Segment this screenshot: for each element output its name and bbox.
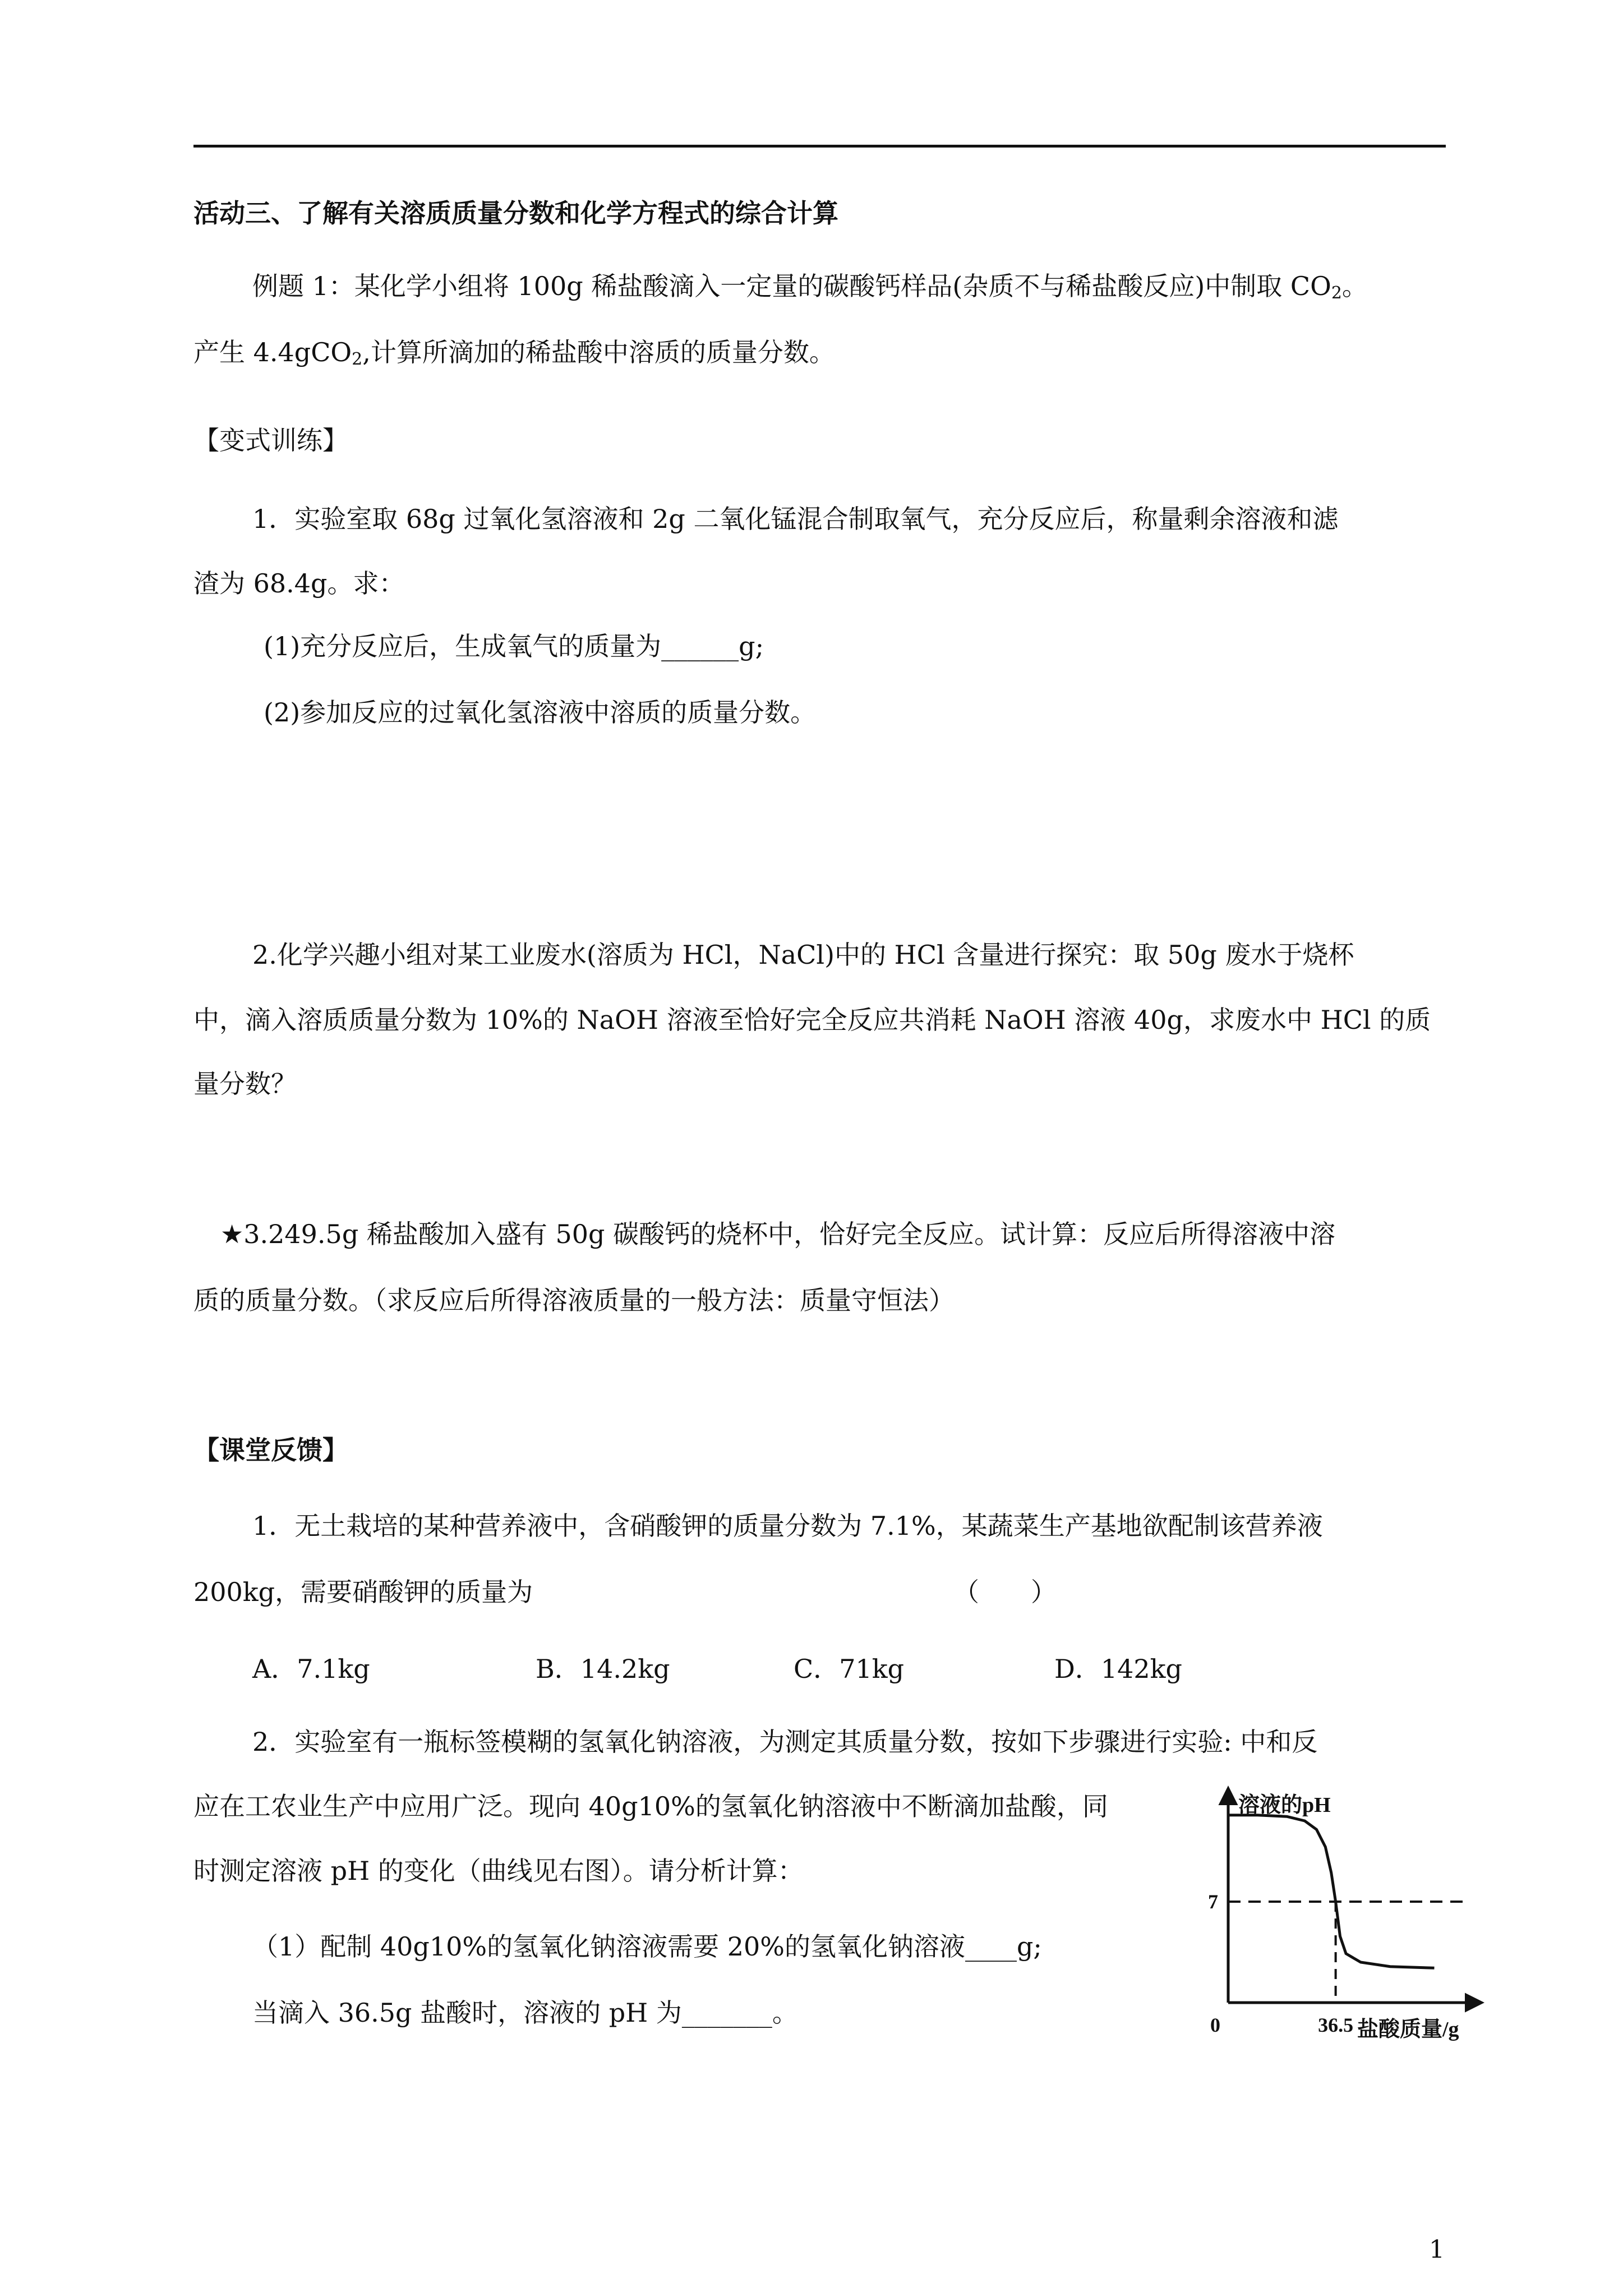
- variant-1-line-2: 渣为 68.4g。求：: [193, 568, 405, 599]
- variant-1-sub-1: (1)充分反应后，生成氧气的质量为______g;: [264, 631, 764, 661]
- example-line-1: 例题 1：某化学小组将 100g 稀盐酸滴入一定量的碳酸钙样品(杂质不与稀盐酸反应)中制取 $CO_2$。: [252, 271, 1368, 303]
- variant-2-line-3: 量分数？: [193, 1069, 297, 1099]
- option-c: C．71kg: [794, 1654, 905, 1684]
- feedback-q2-line-1: 2．实验室有一瓶标签模糊的氢氧化钠溶液，为测定其质量分数，按如下步骤进行实验: 中和反: [252, 1727, 1318, 1757]
- feedback-q2-sub-2: 当滴入 36.5g 盐酸时，溶液的 pH 为_______。: [252, 1998, 798, 2028]
- page-number: 1: [1429, 2235, 1445, 2264]
- header-rule: [193, 145, 1446, 148]
- variant-2-line-1: 2.化学兴趣小组对某工业废水(溶质为 HCl，NaCl)中的 HCl 含量进行探究：取 50g 废水于烧杯: [252, 940, 1354, 970]
- origin-label: 0: [1210, 2014, 1220, 2036]
- variant-2-line-2: 中，滴入溶质质量分数为 10%的 NaOH 溶液至恰好完全反应共消耗 NaOH 溶液 40g，求废水中 HCl 的质: [193, 1005, 1431, 1035]
- feedback-q1-line-2: 200kg，需要硝酸钾的质量为: [193, 1577, 533, 1607]
- section-title: 活动三、了解有关溶质质量分数和化学方程式的综合计算: [193, 198, 838, 228]
- feedback-q2-line-2: 应在工农业生产中应用广泛。现向 40g10%的氢氧化钠溶液中不断滴加盐酸，同: [193, 1791, 1108, 1821]
- variant-heading: 【变式训练】: [193, 425, 348, 455]
- feedback-q2-line-3: 时测定溶液 pH 的变化（曲线见右图）。请分析计算：: [193, 1856, 804, 1886]
- ph-curve: [1228, 1815, 1435, 1968]
- y-axis-label: 溶液的pH: [1238, 1793, 1331, 1817]
- variant-3-line-1: ★3.249.5g 稀盐酸加入盛有 50g 碳酸钙的烧杯中，恰好完全反应。试计算：反应后所得溶液中溶: [220, 1219, 1336, 1249]
- option-d: D．142kg: [1054, 1654, 1183, 1684]
- x-tick-label: 36.5: [1318, 2014, 1354, 2036]
- example-line-2: 产生 4.4gCO$_2$,计算所滴加的稀盐酸中溶质的质量分数。: [193, 337, 835, 369]
- variant-1-sub-2: (2)参加反应的过氧化氢溶液中溶质的质量分数。: [264, 697, 817, 728]
- y-tick-label: 7: [1208, 1890, 1218, 1913]
- feedback-q2-sub-1: （1）配制 40g10%的氢氧化钠溶液需要 20%的氢氧化钠溶液____g;: [252, 1931, 1042, 1962]
- feedback-heading: 【课堂反馈】: [193, 1435, 348, 1465]
- variant-1-line-1: 1．实验室取 68g 过氧化氢溶液和 2g 二氧化锰混合制取氧气，充分反应后，称量剩余溶液和滤: [252, 504, 1339, 534]
- option-a: A．7.1kg: [252, 1654, 370, 1684]
- x-axis-label: 盐酸质量/g: [1357, 2018, 1459, 2041]
- answer-bracket: （ ）: [953, 1577, 1057, 1607]
- feedback-q1-line-1: 1．无土栽培的某种营养液中，含硝酸钾的质量分数为 7.1%，某蔬菜生产基地欲配制该营养液: [252, 1511, 1323, 1541]
- option-b: B．14.2kg: [536, 1654, 670, 1684]
- ph-curve-chart: [1195, 1778, 1486, 2047]
- variant-3-line-2: 质的质量分数。（求反应后所得溶液质量的一般方法：质量守恒法）: [193, 1285, 955, 1315]
